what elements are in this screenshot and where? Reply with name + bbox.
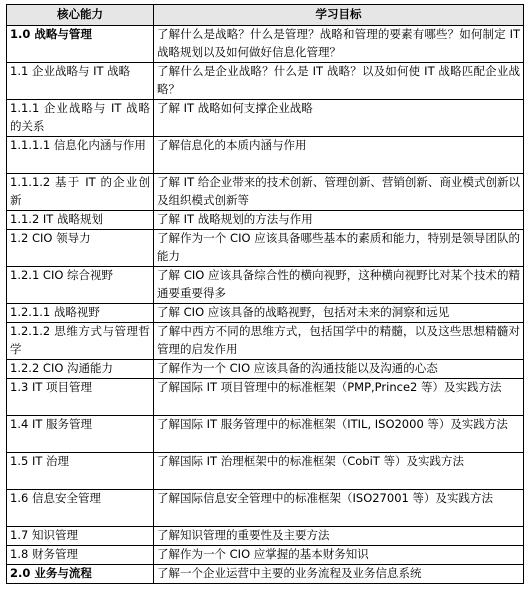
table-row: [7, 323, 524, 360]
table-row: [7, 26, 524, 63]
table-row: [7, 267, 524, 304]
table-row: [7, 379, 524, 416]
table-row: [7, 360, 524, 379]
table-row: [7, 230, 524, 267]
core-ability-cell: 1.4 IT 服务管理: [7, 416, 154, 453]
learning-goal-cell: 了解 CIO 应该具备综合性的横向视野，这种横向视野比对某个技术的精通要重要得多: [154, 267, 524, 304]
table-row: [7, 211, 524, 230]
core-ability-cell: 1.2.1.1 战略视野: [7, 304, 154, 323]
table-row: [7, 304, 524, 323]
core-ability-cell: 1.3 IT 项目管理: [7, 379, 154, 416]
core-ability-cell: 1.0 战略与管理: [7, 26, 154, 63]
core-ability-cell: 1.7 知识管理: [7, 527, 154, 546]
learning-goal-cell: 了解 IT 给企业带来的技术创新、管理创新、营销创新、商业模式创新以及组织模式创新等: [154, 174, 524, 211]
table-row: [7, 100, 524, 137]
table-row: [7, 174, 524, 211]
learning-goal-cell: 了解国际 IT 项目管理中的标准框架（PMP,Prince2 等）及实践方法: [154, 379, 524, 416]
table-row: [7, 416, 524, 453]
core-ability-cell: 1.2.1 CIO 综合视野: [7, 267, 154, 304]
learning-goal-cell: 了解 CIO 应该具备的战略视野，包括对未来的洞察和远见: [154, 304, 524, 323]
learning-goals-table: [6, 4, 524, 584]
core-ability-cell: 1.2.1.2 思维方式与管理哲学: [7, 323, 154, 360]
core-ability-cell: 1.1.2 IT 战略规划: [7, 211, 154, 230]
learning-goal-cell: 了解一个企业运营中主要的业务流程及业务信息系统: [154, 565, 524, 584]
table-row: [7, 137, 524, 174]
learning-goal-cell: 了解作为一个 CIO 应该具备哪些基本的素质和能力，特别是领导团队的能力: [154, 230, 524, 267]
table-row: [7, 527, 524, 546]
core-ability-cell: 1.1 企业战略与 IT 战略: [7, 63, 154, 100]
core-ability-cell: 1.6 信息安全管理: [7, 490, 154, 527]
header-core-ability: 核心能力: [7, 5, 154, 26]
table-header-row: [7, 5, 524, 26]
core-ability-cell: 1.1.1.1 信息化内涵与作用: [7, 137, 154, 174]
learning-goal-cell: 了解国际 IT 治理框架中的标准框架（CobiT 等）及实践方法: [154, 453, 524, 490]
learning-goal-cell: 了解 IT 战略如何支撑企业战略: [154, 100, 524, 137]
core-ability-cell: 1.8 财务管理: [7, 546, 154, 565]
table-row: [7, 63, 524, 100]
learning-goal-cell: 了解中西方不同的思维方式，包括国学中的精髓，以及这些思想精髓对管理的启发作用: [154, 323, 524, 360]
core-ability-cell: 1.1.1.2 基于 IT 的企业创新: [7, 174, 154, 211]
table-row: [7, 453, 524, 490]
learning-goal-cell: 了解作为一个 CIO 应该具备的沟通技能以及沟通的心态: [154, 360, 524, 379]
learning-goal-cell: 了解国际信息安全管理中的标准框架（ISO27001 等）及实践方法: [154, 490, 524, 527]
learning-goal-cell: 了解 IT 战略规划的方法与作用: [154, 211, 524, 230]
learning-goal-cell: 了解信息化的本质内涵与作用: [154, 137, 524, 174]
table-row: [7, 490, 524, 527]
learning-goal-cell: 了解什么是企业战略？什么是 IT 战略？以及如何使 IT 战略匹配企业战略？: [154, 63, 524, 100]
table-body: [7, 26, 524, 584]
learning-goal-cell: 了解什么是战略？什么是管理？战略和管理的要素有哪些？如何制定 IT 战略规划以及如何做好信息化管理？: [154, 26, 524, 63]
core-ability-cell: 1.2 CIO 领导力: [7, 230, 154, 267]
core-ability-cell: 1.1.1 企业战略与 IT 战略的关系: [7, 100, 154, 137]
core-ability-cell: 1.5 IT 治理: [7, 453, 154, 490]
learning-goal-cell: 了解作为一个 CIO 应掌握的基本财务知识: [154, 546, 524, 565]
table-row: [7, 565, 524, 584]
header-learning-goal: 学习目标: [154, 5, 524, 26]
table-row: [7, 546, 524, 565]
learning-goal-cell: 了解知识管理的重要性及主要方法: [154, 527, 524, 546]
core-ability-cell: 1.2.2 CIO 沟通能力: [7, 360, 154, 379]
core-ability-cell: 2.0 业务与流程: [7, 565, 154, 584]
learning-goal-cell: 了解国际 IT 服务管理中的标准框架（ITIL, ISO2000 等）及实践方法: [154, 416, 524, 453]
